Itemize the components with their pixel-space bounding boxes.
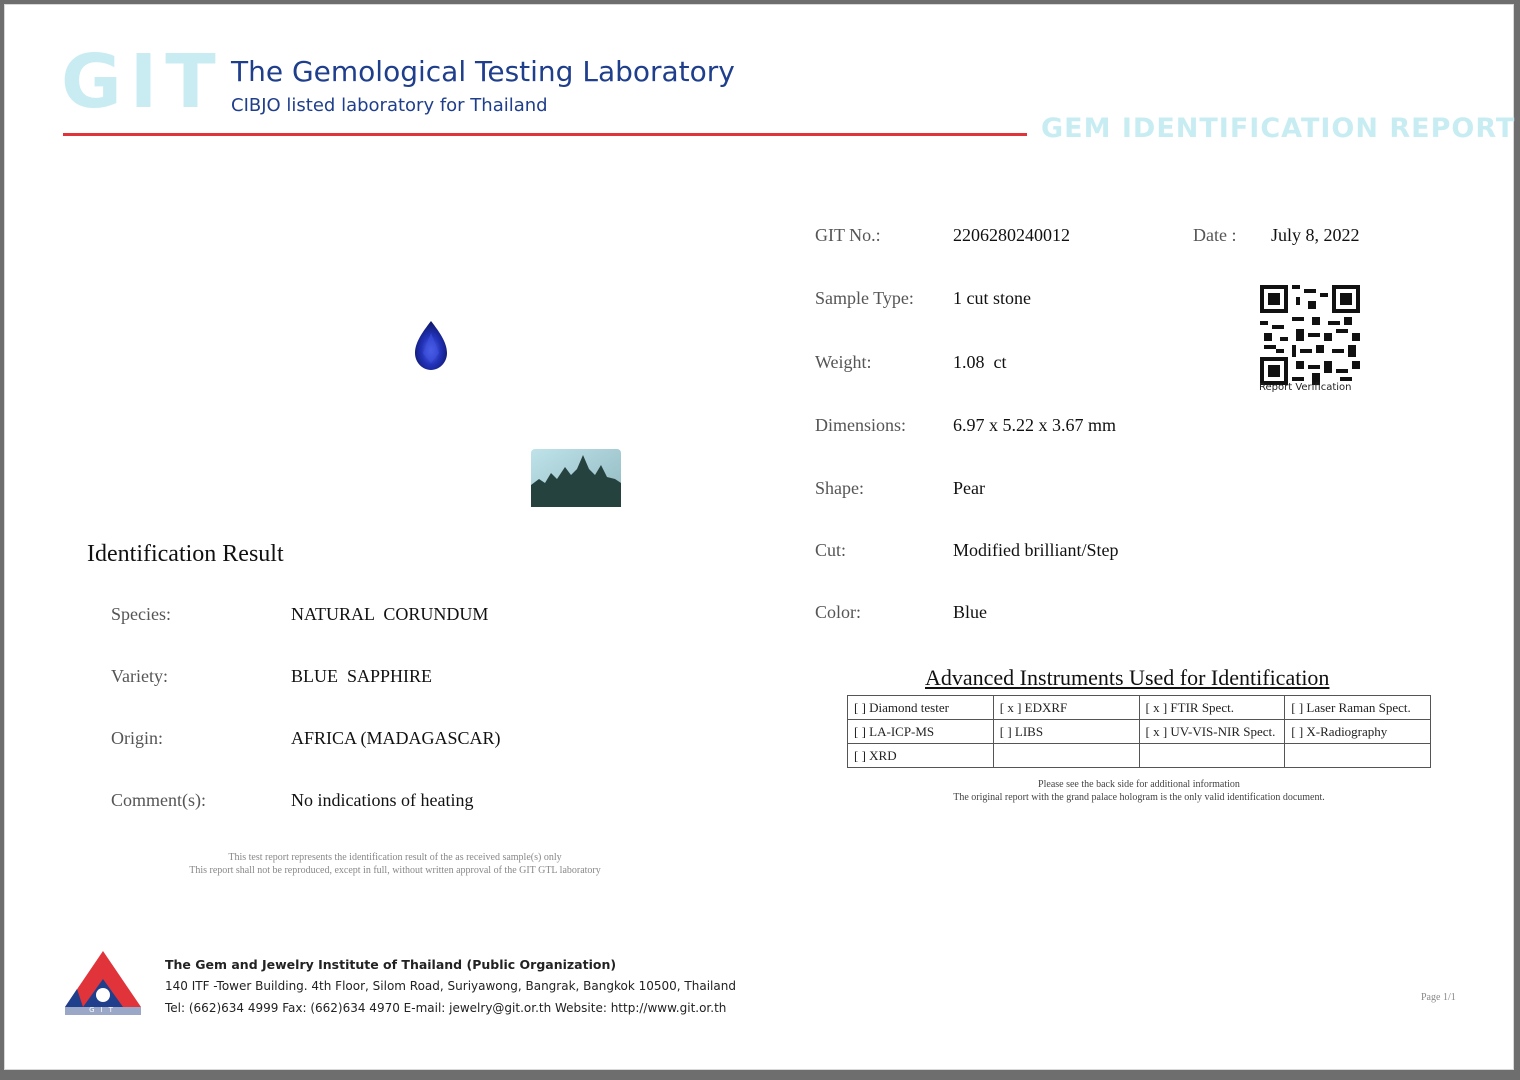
species-label: Species: <box>111 604 171 624</box>
report-title: GEM IDENTIFICATION REPORT <box>1041 113 1516 144</box>
disclaimer-line-2: This report shall not be reproduced, except in full, without written approval of the GIT GTL laboratory <box>189 865 601 876</box>
cut-label: Cut: <box>815 540 847 560</box>
instrument-cell: [ ] Laser Raman Spect. <box>1285 696 1431 720</box>
instrument-cell <box>1285 744 1431 768</box>
date-value: July 8, 2022 <box>1271 225 1360 245</box>
page-number: Page 1/1 <box>1421 992 1456 1003</box>
footer-organization: The Gem and Jewelry Institute of Thailand (Public Organization) <box>165 957 617 972</box>
instrument-cell: [ ] Diamond tester <box>848 696 994 720</box>
shape-label: Shape: <box>815 478 864 498</box>
instrument-cell: [ x ] EDXRF <box>993 696 1139 720</box>
footer-logo-text: GIT <box>89 1006 119 1014</box>
sample-type-value: 1 cut stone <box>953 288 1031 308</box>
lab-name: The Gemological Testing Laboratory <box>231 55 735 88</box>
original-report-note: The original report with the grand palace hologram is the only valid identification document. <box>953 792 1325 803</box>
back-side-note: Please see the back side for additional information <box>1038 779 1240 790</box>
instrument-cell: [ ] LA-ICP-MS <box>848 720 994 744</box>
instruments-heading: Advanced Instruments Used for Identification <box>925 665 1330 690</box>
weight-label: Weight: <box>815 352 872 372</box>
instruments-table <box>847 695 1431 768</box>
origin-value: AFRICA (MADAGASCAR) <box>291 728 501 748</box>
header-divider <box>63 133 1027 136</box>
dimensions-label: Dimensions: <box>815 415 907 435</box>
instrument-cell <box>1139 744 1285 768</box>
gem-photo <box>411 319 451 373</box>
hologram-icon <box>531 449 621 507</box>
disclaimer-line-1: This test report represents the identification result of the as received sample(s) only <box>228 852 562 863</box>
git-no-label: GIT No.: <box>815 225 881 245</box>
instrument-cell: [ x ] FTIR Spect. <box>1139 696 1285 720</box>
dimensions-value: 6.97 x 5.22 x 3.67 mm <box>953 415 1117 435</box>
table-row <box>848 720 1431 744</box>
sample-type-label: Sample Type: <box>815 288 914 308</box>
species-value: NATURAL CORUNDUM <box>291 604 489 624</box>
instrument-cell: [ x ] UV-VIS-NIR Spect. <box>1139 720 1285 744</box>
footer-contact: Tel: (662)634 4999 Fax: (662)634 4970 E-mail: jewelry@git.or.th Website: http://www.git.or.th <box>165 1001 727 1015</box>
report-page <box>4 4 1514 1070</box>
shape-value: Pear <box>953 478 985 498</box>
origin-label: Origin: <box>111 728 163 748</box>
instrument-cell: [ ] LIBS <box>993 720 1139 744</box>
comment-value: No indications of heating <box>291 790 474 810</box>
instrument-cell: [ ] X-Radiography <box>1285 720 1431 744</box>
git-no-value: 2206280240012 <box>953 225 1070 245</box>
qr-caption: Report Verification <box>1259 382 1352 393</box>
qr-code-icon[interactable] <box>1257 285 1363 385</box>
weight-value: 1.08 ct <box>953 352 1007 372</box>
lab-subtitle: CIBJO listed laboratory for Thailand <box>231 95 548 116</box>
color-label: Color: <box>815 602 862 622</box>
table-row <box>848 744 1431 768</box>
cut-value: Modified brilliant/Step <box>953 540 1119 560</box>
footer-address: 140 ITF -Tower Building. 4th Floor, Silom Road, Suriyawong, Bangrak, Bangkok 10500, Thailand <box>165 979 736 993</box>
date-label: Date : <box>1193 225 1237 245</box>
color-value: Blue <box>953 602 987 622</box>
instrument-cell <box>993 744 1139 768</box>
identification-heading: Identification Result <box>87 541 284 567</box>
table-row <box>848 696 1431 720</box>
git-logo: GIT <box>61 39 224 125</box>
variety-value: BLUE SAPPHIRE <box>291 666 433 686</box>
instrument-cell: [ ] XRD <box>848 744 994 768</box>
comment-label: Comment(s): <box>111 790 206 810</box>
variety-label: Variety: <box>111 666 168 686</box>
